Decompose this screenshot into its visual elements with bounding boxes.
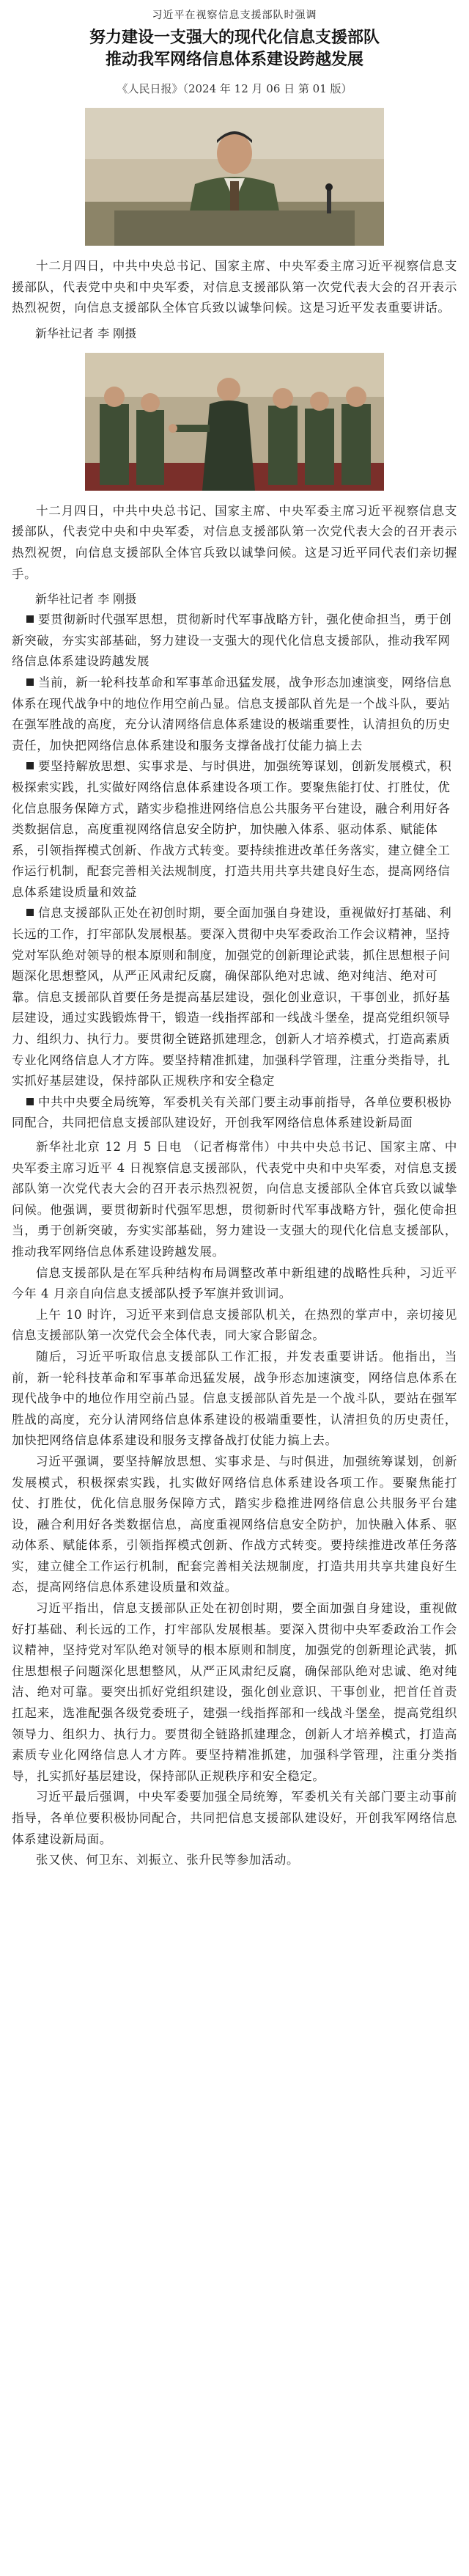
photo2-caption: 十二月四日，中共中央总书记、国家主席、中央军委主席习近平视察信息支援部队，代表党中央和中央军委，对信息支援部队第一次党代表大会的召开表示热烈祝贺，向信息支援部队全体官兵致以诚挚问候。这是习近平同代表们亲切握手。 [12, 503, 457, 581]
photo-handshake [85, 353, 384, 491]
article-source: 《人民日报》（2024 年 12 月 06 日 第 01 版） [117, 82, 352, 95]
headline-line-1: 努力建设一支强大的现代化信息支援部队 [89, 28, 380, 47]
news-paragraph-7: 习近平最后强调，中央军委要加强全局统筹，军委机关有关部门要主动事前指导，各单位要积极协同配合，共同把信息支援部队建设好，开创我军网络信息体系建设新局面。 [12, 1790, 457, 1846]
bullet-5-text: 中共中央要全局统筹，军委机关有关部门要主动事前指导，各单位要积极协同配合，共同把信息支援部队建设好，开创我军网络信息体系建设新局面 [12, 1094, 452, 1130]
photo2-byline: 新华社记者 李 刚摄 [35, 592, 137, 607]
square-bullet-icon [26, 909, 34, 916]
news-paragraph-5: 习近平强调，要坚持解放思想、实事求是、与时俱进，加强统筹谋划，创新发展模式，积极探索实践，扎实做好网络信息体系建设各项工作。要聚焦能打仗、打胜仗，优化信息服务保障方式，踏实步稳推进网络信息公共服务平台建设，融合利用好各类数据信息，高度重视网络信息安全防护，加快融入体系、驱动体系、赋能体系，引领指挥模式创新、作战方式转变。要持续推进改革任务落实，建立健全工作运行机制，配套完善相关法规制度，打造共用共享共建良好生态，提高网络信息体系建设质量和效益。 [12, 1454, 457, 1595]
square-bullet-icon [26, 678, 34, 686]
bullet-5 [12, 1092, 457, 1134]
headline-line-2: 推动我军网络信息体系建设跨越发展 [105, 50, 363, 69]
news-paragraph-6: 习近平指出，信息支援部队正处在初创时期，要全面加强自身建设，重视做好打基础、利长远的工作，打牢部队发展根基。要深入贯彻中央军委政治工作会议精神，坚持党对军队绝对领导的根本原则和制度，加强党的创新理论武装，抓住思想根子问题深化思想整风，从严正风肃纪反腐，确保部队绝对忠诚、绝对纯洁、绝对可靠。要突出抓好党组织建设，强化创业意识、干事创业，把首任首责扛起来，选准配强各级党委班子，建强一线指挥部和一线战斗堡垒，提高党组织领导力、组织力、执行力。要贯彻全链路抓建理念，创新人才培养模式，打造高素质专业化网络信息人才方阵。要坚持精准抓建，加强科学管理，注重分类指导，扎实抓好基层建设，保持部队正规秩序和安全稳定。 [12, 1601, 457, 1783]
photo-speech [85, 108, 384, 246]
bullet-3 [12, 756, 457, 903]
news-paragraph-3: 上午 10 时许，习近平来到信息支援部队机关，在热烈的掌声中，亲切接见信息支援部队第一次党代会全体代表，同大家合影留念。 [12, 1307, 457, 1343]
square-bullet-icon [26, 762, 34, 769]
photo-handshake-illustration [85, 353, 384, 491]
bullet-1 [12, 610, 457, 673]
intro-paragraph: 十二月四日，中共中央总书记、国家主席、中央军委主席习近平视察信息支援部队，代表党中央和中央军委，对信息支援部队第一次党代表大会的召开表示热烈祝贺，向信息支援部队全体官兵致以诚挚问候。这是习近平发表重要讲话。 [12, 259, 457, 315]
article-headline [12, 26, 457, 70]
bullet-2 [12, 673, 457, 756]
square-bullet-icon [26, 1098, 34, 1105]
bullet-2-text: 当前，新一轮科技革命和军事革命迅猛发展，战争形态加速演变，网络信息体系在现代战争中的地位作用空前凸显。信息支援部队首先是一个战斗队，要站在强军胜战的高度，充分认清网络信息体系建设的极端重要性，认清担负的历史责任，加快把网络信息体系建设和服务支撑备战打仗能力搞上去 [12, 675, 452, 753]
news-paragraph-1: 新华社北京 12 月 5 日电 （记者梅常伟）中共中央总书记、国家主席、中央军委主席习近平 4 日视察信息支援部队，代表党中央和中央军委，对信息支援部队第一次党代表大会的召开表示热烈祝贺，向信息支援部队全体官兵致以诚挚问候。他强调，要贯彻新时代强军思想，贯彻新时代军事战略方针，强化使命担当，勇于创新突破，夯实实部基础，努力建设一支强大的现代化信息支援部队，推动我军网络信息体系建设跨越发展。 [12, 1140, 457, 1259]
article-kicker: 习近平在视察信息支援部队时强调 [152, 10, 317, 21]
news-paragraph-8: 张又侠、何卫东、刘振立、张升民等参加活动。 [36, 1853, 300, 1867]
bullet-4-text: 信息支援部队正处在初创时期，要全面加强自身建设，重视做好打基础、利长远的工作，打牢部队发展根基。要深入贯彻中央军委政治工作会议精神，坚持党对军队绝对领导的根本原则和制度，加强党的创新理论武装，抓住思想根子问题深化思想整风，从严正风肃纪反腐，确保部队绝对忠诚、绝对纯洁、绝对可靠。信息支援部队首要任务是提高基层建设，强化创业意识，干事创业，抓好基层建设，通过实践锻炼骨干，锻造一线指挥部和一线战斗堡垒，提高党组织领导力、组织力、执行力。要贯彻全链路抓建理念，创新人才培养模式，打造高素质专业化网络信息人才方阵。要坚持精准抓建，加强科学管理，注重分类指导，扎实抓好基层建设，保持部队正规秩序和安全稳定 [12, 906, 452, 1088]
news-paragraph-2: 信息支援部队是在军兵种结构布局调整改革中新组建的战略性兵种，习近平今年 4 月亲自向信息支援部队授予军旗并致训词。 [12, 1265, 457, 1301]
news-paragraph-4: 随后，习近平听取信息支援部队工作汇报，并发表重要讲话。他指出，当前，新一轮科技革命和军事革命迅猛发展，战争形态加速演变，网络信息体系在现代战争中的地位作用空前凸显。信息支援部队首先是一个战斗队，要站在强军胜战的高度，充分认清网络信息体系建设的极端重要性，认清担负的历史责任，加快把网络信息体系建设和服务支撑备战打仗能力搞上去。 [12, 1349, 457, 1448]
photo-speech-illustration [85, 108, 384, 246]
photo1-byline: 新华社记者 李 刚摄 [35, 326, 137, 340]
bullet-1-text: 要贯彻新时代强军思想，贯彻新时代军事战略方针，强化使命担当，勇于创新突破，夯实实部基础，努力建设一支强大的现代化信息支援部队，推动我军网络信息体系建设跨越发展 [12, 612, 452, 669]
square-bullet-icon [26, 615, 34, 623]
bullet-3-text: 要坚持解放思想、实事求是、与时俱进，加强统筹谋划，创新发展模式，积极探索实践，扎实做好网络信息体系建设各项工作。要聚焦能打仗、打胜仗，优化信息服务保障方式，踏实步稳推进网络信息公共服务平台建设，融合利用好各类数据信息，高度重视网络信息安全防护，加快融入体系、驱动体系、赋能体系，引领指挥模式创新、作战方式转变。要持续推进改革任务落实，建立健全工作运行机制，配套完善相关法规制度，打造共用共享共建良好生态，提高网络信息体系建设质量和效益 [12, 759, 452, 899]
bullet-4 [12, 903, 457, 1091]
